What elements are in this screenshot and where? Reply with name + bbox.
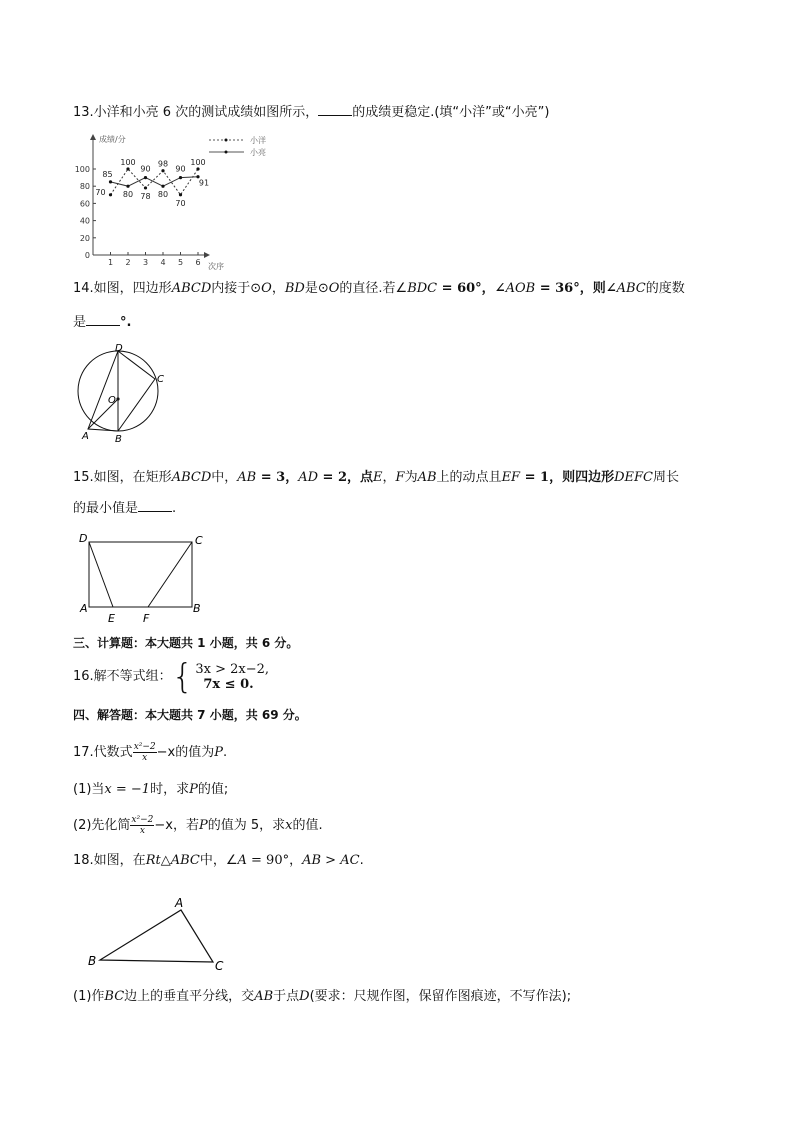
label-b: B: [193, 602, 201, 615]
data-label: 70: [95, 187, 106, 197]
math-gt: >: [321, 853, 341, 868]
data-label: 100: [190, 158, 206, 167]
x-axis-arrow: [204, 252, 210, 258]
y-axis-arrow: [90, 134, 96, 140]
legend-label: 小亮: [250, 148, 266, 157]
q14-text: 是⊙: [304, 281, 329, 296]
q14-text: ，: [271, 281, 285, 296]
inequality-1: 3x > 2x−2,: [195, 662, 269, 677]
q15-text: 15.如图，在矩形: [73, 470, 172, 485]
q17-text: 的值.: [292, 818, 323, 833]
label-b: B: [115, 434, 122, 443]
data-point: [161, 185, 164, 188]
q17-text: 17.代数式: [73, 745, 133, 760]
data-label: 70: [175, 198, 186, 208]
q14-text: 14.如图，四边形: [73, 281, 172, 296]
data-point: [179, 176, 182, 179]
fraction-numerator: x²−2: [131, 815, 154, 825]
q17-text: 的值为 5，求: [207, 818, 286, 833]
q17-text: (2)先化简: [73, 818, 131, 833]
math-a: A: [237, 853, 247, 868]
answer-blank: [86, 313, 120, 326]
q15-text: ，: [382, 470, 396, 485]
q15-text: 中，: [211, 470, 238, 485]
q14-text: 的度数: [645, 281, 685, 296]
legend-marker: [225, 151, 228, 154]
math-d: D: [299, 989, 310, 1004]
inequality-2: 7x ≤ 0.: [203, 677, 254, 692]
triangle-symbol: △: [160, 853, 171, 868]
data-point: [144, 186, 147, 189]
label-a: A: [175, 896, 184, 910]
math-e: E: [373, 470, 383, 485]
math-value: = 36°，则∠: [535, 281, 617, 296]
question-13: [73, 103, 549, 122]
q18-text: (1)作: [73, 989, 105, 1004]
x-tick-label: 3: [142, 258, 149, 267]
data-label: 100: [120, 158, 136, 167]
fraction-denominator: x: [142, 753, 148, 763]
math-aob: AOB: [505, 281, 536, 296]
q15-text: 上的动点且: [436, 470, 502, 485]
y-axis-label: 成绩/分: [99, 135, 126, 144]
q18-text: .: [359, 853, 364, 868]
label-b: B: [88, 954, 97, 968]
data-label: 80: [122, 190, 134, 200]
q18-text: (要求：尺规作图，保留作图痕迹，不写作法);: [309, 989, 572, 1004]
data-point: [196, 167, 199, 170]
data-label: 98: [157, 159, 169, 169]
question-15-line-2: [73, 499, 176, 518]
data-label: 85: [102, 169, 113, 179]
math-o: O: [328, 281, 340, 296]
data-label: 90: [140, 164, 151, 174]
label-f: F: [143, 612, 150, 625]
q15-text: 的最小值是: [73, 501, 139, 516]
math-bc: BC: [104, 989, 125, 1004]
rectangle-abcd: [89, 542, 192, 607]
data-point: [144, 176, 147, 179]
data-label: 91: [198, 178, 210, 188]
label-c: C: [157, 374, 164, 385]
math-bdc: BDC: [407, 281, 438, 296]
math-defc: DEFC: [614, 470, 653, 485]
legend-label: 小洋: [250, 136, 266, 145]
circle-quadrilateral-figure: [70, 343, 180, 443]
math-ab: AB: [302, 853, 322, 868]
q17-text: −x的值为: [156, 745, 215, 760]
x-tick-label: 2: [125, 258, 131, 267]
question-17-part-1: [73, 781, 228, 799]
data-point: [126, 167, 129, 170]
q16-label: 16.解不等式组：: [73, 669, 172, 684]
score-line-chart: [72, 128, 287, 273]
fraction-denominator: x: [139, 826, 145, 836]
fraction: [133, 742, 157, 763]
math-x-value: x = −1: [104, 782, 151, 797]
center-point: [116, 397, 119, 400]
math-ad: AD: [298, 470, 319, 485]
series-line-2: [111, 177, 199, 186]
y-tick-label: 60: [79, 199, 90, 209]
data-point: [161, 169, 164, 172]
q18-text: 18.如图，在: [73, 853, 146, 868]
label-e: E: [108, 612, 115, 625]
x-tick-label: 5: [177, 258, 184, 267]
math-value: = 60°，∠: [437, 281, 506, 296]
q18-text: 于点: [273, 989, 300, 1004]
math-ab: AB: [417, 470, 437, 485]
math-p: P: [198, 818, 208, 833]
q17-text: .: [222, 745, 228, 760]
math-abcd: ABCD: [171, 470, 212, 485]
x-tick-label: 4: [160, 258, 166, 267]
math-ef: EF: [501, 470, 521, 485]
label-a: A: [82, 431, 89, 442]
q15-text: 周长: [652, 470, 679, 485]
math-value: = 1，则四边形: [520, 470, 615, 485]
q13-text-2: 的成绩更稳定.(填“小洋”或“小亮”): [352, 105, 550, 120]
legend-marker: [225, 139, 228, 142]
math-value: = 90°，: [246, 853, 303, 868]
q14-text: 的直径.若∠: [339, 281, 408, 296]
x-tick-label: 1: [107, 258, 114, 267]
math-p: P: [189, 782, 198, 797]
rectangle-figure: [74, 530, 214, 625]
math-ac: AC: [340, 853, 360, 868]
segment-cf: [148, 542, 192, 607]
section-4-heading: 四、解答题：本大题共 7 小题，共 69 分。: [73, 708, 307, 722]
y-tick-label: 0: [84, 251, 90, 260]
math-x: x: [285, 818, 293, 833]
data-point: [109, 180, 112, 183]
math-ab: AB: [237, 470, 257, 485]
y-tick-label: 100: [74, 165, 90, 174]
question-18: [73, 852, 364, 870]
math-p: P: [214, 745, 223, 760]
fraction-numerator: x²−2: [133, 742, 156, 752]
math-rt: Rt: [145, 853, 161, 868]
q13-text: 13.小洋和小亮 6 次的测试成绩如图所示，: [73, 105, 319, 120]
q17-text: −x，若: [154, 818, 199, 833]
question-17: [73, 740, 227, 766]
math-abc: ABC: [170, 853, 200, 868]
q18-text: 边上的垂直平分线，交: [124, 989, 255, 1004]
segment-de: [89, 542, 113, 607]
y-tick-label: 80: [79, 182, 90, 192]
q14-text: 内接于⊙: [211, 281, 262, 296]
label-c: C: [195, 534, 203, 547]
data-point: [126, 185, 129, 188]
data-label: 90: [175, 164, 186, 174]
question-14-line-2: [73, 313, 131, 332]
section-3-heading: 三、计算题：本大题共 1 小题，共 6 分。: [73, 636, 299, 650]
question-15: [73, 469, 679, 487]
label-c: C: [215, 959, 224, 973]
q15-text: 为: [404, 470, 418, 485]
x-tick-label: 6: [195, 258, 201, 267]
question-16: [73, 657, 269, 697]
q18-text: 中，∠: [199, 853, 238, 868]
y-tick-label: 40: [79, 216, 90, 226]
question-18-part-1: [73, 988, 571, 1006]
label-o: O: [108, 395, 116, 406]
answer-blank: [318, 103, 352, 116]
label-a: A: [80, 602, 88, 615]
label-d: D: [115, 343, 123, 354]
q14-text: 是: [73, 315, 87, 330]
math-value: = 2，点: [318, 470, 374, 485]
math-abc: ABC: [616, 281, 646, 296]
data-label: 80: [157, 190, 169, 200]
data-label: 78: [140, 191, 151, 201]
q17-text: 时，求: [150, 782, 190, 797]
q14-text: °.: [120, 315, 132, 330]
data-point: [109, 193, 112, 196]
answer-blank: [138, 499, 172, 512]
left-brace: {: [171, 657, 194, 697]
data-point: [179, 193, 182, 196]
math-abcd: ABCD: [171, 281, 212, 296]
y-tick-label: 20: [79, 233, 90, 243]
fraction: [130, 815, 154, 836]
right-triangle-figure: [84, 890, 234, 975]
math-ab: AB: [254, 989, 274, 1004]
label-d: D: [79, 532, 88, 545]
q15-text: .: [172, 501, 177, 516]
triangle-abc: [100, 910, 213, 962]
math-bd: BD: [284, 281, 305, 296]
math-f: F: [395, 470, 405, 485]
q17-text: 的值;: [197, 782, 229, 797]
question-14: [73, 280, 685, 298]
math-value: = 3，: [256, 470, 299, 485]
x-axis-label: 次序: [208, 262, 224, 271]
q17-text: (1)当: [73, 782, 105, 797]
math-o: O: [261, 281, 272, 296]
inequality-system: [195, 662, 269, 692]
question-17-part-2: [73, 813, 323, 839]
